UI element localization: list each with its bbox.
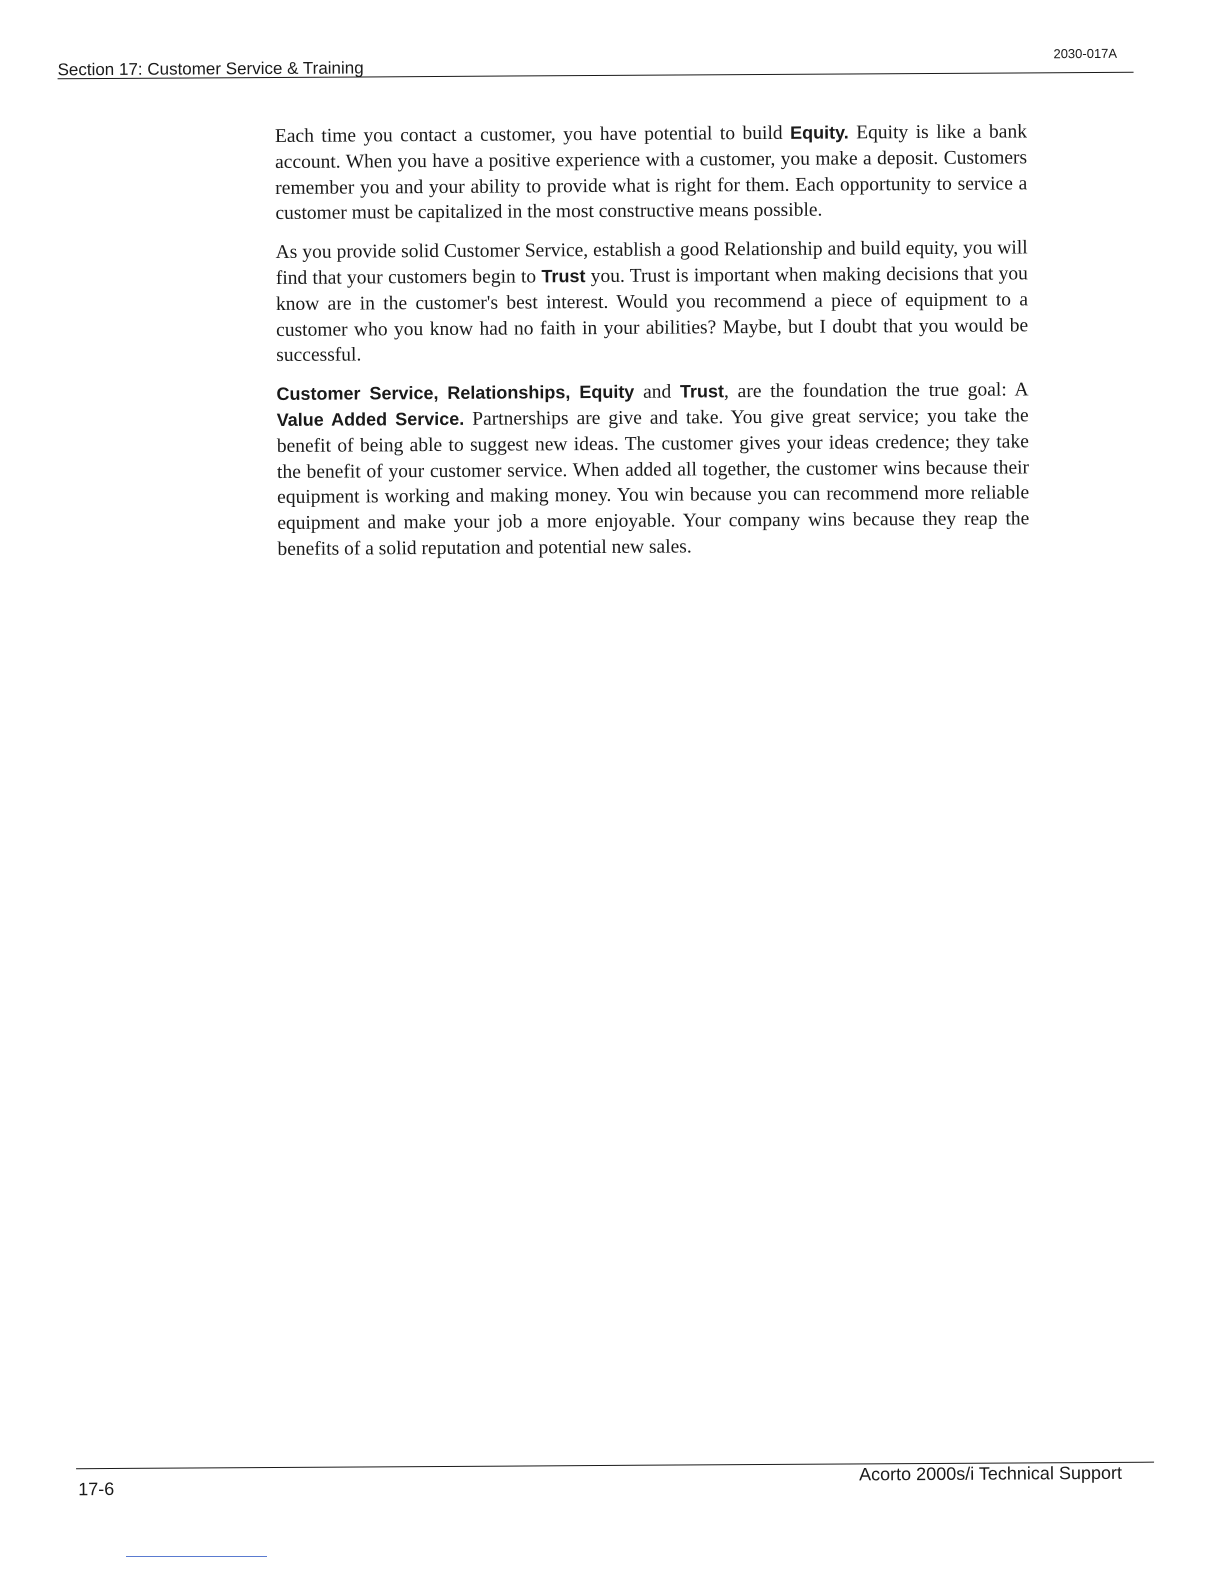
text-run: Equity is like a bank account. When you have a positive experience with a customer, you make a deposit. Customers remember you and your ability to provide what is right for them. Each opportunity to service a customer must be capitalized in the most constructive means possible. <box>275 121 1028 225</box>
paragraph-trust <box>276 236 1029 370</box>
scan-edge-mark <box>126 1556 267 1557</box>
text-run: , are the foundation the true goal: A <box>723 379 1029 403</box>
body-text <box>275 119 1030 575</box>
paragraph-value-added <box>276 378 1029 563</box>
text-run: As you provide solid Customer Service, establish a good Relationship and build equity, you will find that your customers begin to <box>275 237 1028 289</box>
bold-term-trust: Trust <box>541 266 586 287</box>
paragraph-equity <box>275 119 1028 227</box>
text-run: Partnerships are give and take. You give great service; you take the benefit of being able to suggest new ideas. The customer gives your ideas credence; they take the benefit of your customer service. When added all together, the customer wins because their equipment is working and making money. You win because you can recommend more reliable equipment and make your job a more enjoyable. Your company wins because they reap the benefits of a solid reputation and potential new sales. <box>276 405 1030 560</box>
section-title: Section 17: Customer Service & Training <box>57 58 364 80</box>
bold-term-value-added-service: Value Added Service. <box>276 408 465 430</box>
product-title: Acorto 2000s/i Technical Support <box>859 1462 1123 1485</box>
text-run: you. Trust is important when making decisions that you know are in the customer's best interest. Would you recommend a piece of equipment to a customer who you know had no faith in your abilities? Maybe, but I doubt that you would be successful. <box>275 263 1029 367</box>
page-number: 17-6 <box>78 1478 115 1500</box>
bold-term-equity: Equity. <box>790 122 849 143</box>
bold-term-trust: Trust <box>679 381 725 402</box>
text-run: Each time you contact a customer, you have potential to build <box>274 122 791 147</box>
bold-term-foundations: Customer Service, Relationships, Equity <box>276 381 635 405</box>
doc-number: 2030-017A <box>1053 45 1118 62</box>
text-run: and <box>634 381 681 403</box>
